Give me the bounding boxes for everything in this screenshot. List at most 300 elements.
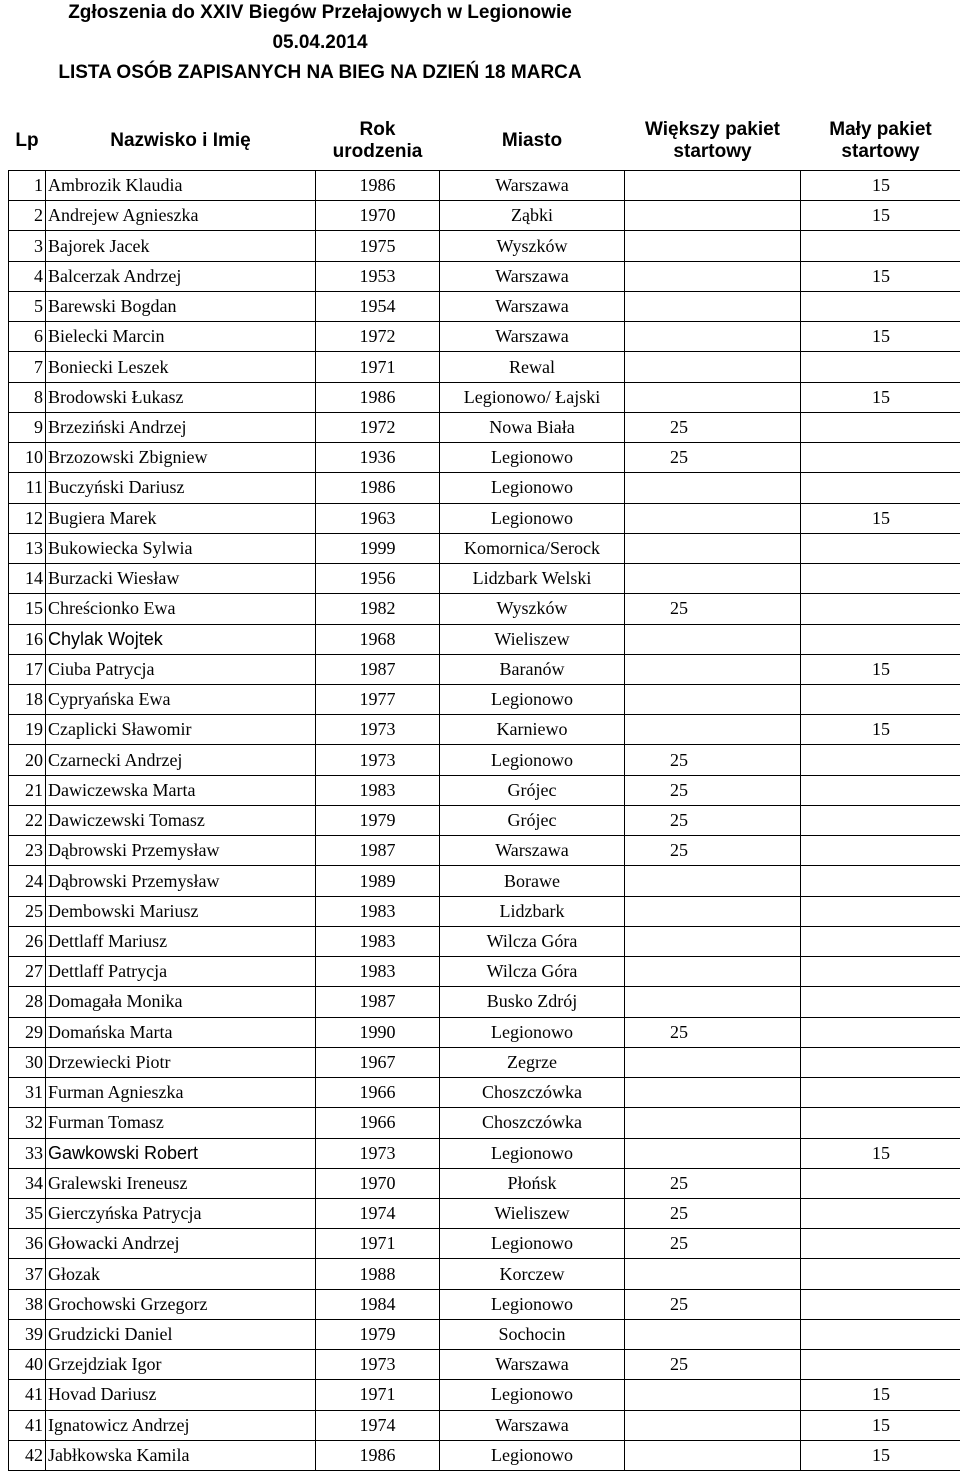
cell-name: Bugiera Marek [46, 503, 316, 533]
table-row [9, 564, 960, 594]
cell-city: Grójec [440, 805, 625, 835]
cell-name: Domagała Monika [46, 987, 316, 1017]
cell-small: 15 [801, 382, 960, 412]
cell-name: Bukowiecka Sylwia [46, 533, 316, 563]
cell-name: Domańska Marta [46, 1017, 316, 1047]
cell-big: 25 [625, 1350, 801, 1380]
cell-year: 1987 [316, 987, 440, 1017]
cell-lp: 1 [9, 171, 46, 201]
cell-lp: 13 [9, 533, 46, 563]
table-row [9, 987, 960, 1017]
cell-name: Jabłkowska Kamila [46, 1440, 316, 1470]
table-row [9, 1380, 960, 1410]
cell-name: Dąbrowski Przemysław [46, 836, 316, 866]
cell-name: Chylak Wojtek [46, 624, 316, 654]
table-body [9, 171, 960, 1471]
cell-name: Chreścionko Ewa [46, 594, 316, 624]
cell-name: Głozak [46, 1259, 316, 1289]
cell-big [625, 1259, 801, 1289]
cell-lp: 10 [9, 443, 46, 473]
cell-big: 25 [625, 1017, 801, 1047]
cell-year: 1953 [316, 261, 440, 291]
cell-small [801, 1047, 960, 1077]
cell-city: Legionowo [440, 443, 625, 473]
cell-city: Wilcza Góra [440, 926, 625, 956]
cell-lp: 36 [9, 1229, 46, 1259]
cell-big [625, 1108, 801, 1138]
cell-name: Bielecki Marcin [46, 322, 316, 352]
cell-big [625, 382, 801, 412]
cell-small: 15 [801, 322, 960, 352]
table-row [9, 1410, 960, 1440]
cell-big: 25 [625, 1289, 801, 1319]
table-row [9, 1108, 960, 1138]
cell-year: 1982 [316, 594, 440, 624]
cell-lp: 26 [9, 926, 46, 956]
table-row [9, 261, 960, 291]
cell-big [625, 957, 801, 987]
col-header-big-line2: startowy [673, 141, 751, 162]
cell-lp: 15 [9, 594, 46, 624]
table-row [9, 715, 960, 745]
cell-city: Legionowo [440, 1380, 625, 1410]
cell-small [801, 1108, 960, 1138]
cell-lp: 9 [9, 412, 46, 442]
cell-big [625, 1047, 801, 1077]
cell-small: 15 [801, 1138, 960, 1168]
table-row [9, 866, 960, 896]
cell-big [625, 1319, 801, 1349]
table-row [9, 171, 960, 201]
cell-lp: 2 [9, 201, 46, 231]
cell-name: Dettlaff Mariusz [46, 926, 316, 956]
cell-year: 1983 [316, 957, 440, 987]
list-subtitle: LISTA OSÓB ZAPISANYCH NA BIEG NA DZIEŃ 18 MARCA [0, 62, 640, 84]
cell-city: Warszawa [440, 322, 625, 352]
cell-name: Furman Tomasz [46, 1108, 316, 1138]
cell-year: 1970 [316, 1168, 440, 1198]
cell-big: 25 [625, 1168, 801, 1198]
cell-lp: 22 [9, 805, 46, 835]
cell-small: 15 [801, 715, 960, 745]
table-row [9, 926, 960, 956]
cell-lp: 32 [9, 1108, 46, 1138]
table-row [9, 1229, 960, 1259]
table-row [9, 805, 960, 835]
cell-year: 1963 [316, 503, 440, 533]
cell-big [625, 1138, 801, 1168]
cell-big [625, 322, 801, 352]
cell-name: Brodowski Łukasz [46, 382, 316, 412]
cell-big: 25 [625, 1229, 801, 1259]
col-header-lp-label: Lp [15, 130, 38, 151]
cell-name: Hovad Dariusz [46, 1380, 316, 1410]
cell-city: Choszczówka [440, 1078, 625, 1108]
cell-city: Komornica/Serock [440, 533, 625, 563]
cell-year: 1956 [316, 564, 440, 594]
table-row [9, 352, 960, 382]
cell-year: 1975 [316, 231, 440, 261]
cell-year: 1973 [316, 715, 440, 745]
cell-year: 1970 [316, 201, 440, 231]
cell-city: Warszawa [440, 836, 625, 866]
table-row [9, 412, 960, 442]
cell-city: Warszawa [440, 1410, 625, 1440]
cell-lp: 12 [9, 503, 46, 533]
cell-lp: 33 [9, 1138, 46, 1168]
cell-lp: 39 [9, 1319, 46, 1349]
cell-name: Balcerzak Andrzej [46, 261, 316, 291]
cell-city: Płońsk [440, 1168, 625, 1198]
cell-year: 1967 [316, 1047, 440, 1077]
cell-city: Ząbki [440, 201, 625, 231]
cell-name: Burzacki Wiesław [46, 564, 316, 594]
cell-year: 1971 [316, 1380, 440, 1410]
table-row [9, 654, 960, 684]
cell-city: Korczew [440, 1259, 625, 1289]
cell-name: Drzewiecki Piotr [46, 1047, 316, 1077]
cell-name: Gierczyńska Patrycja [46, 1198, 316, 1228]
table-row [9, 1047, 960, 1077]
cell-lp: 20 [9, 745, 46, 775]
cell-city: Wieliszew [440, 1198, 625, 1228]
cell-name: Furman Agnieszka [46, 1078, 316, 1108]
cell-city: Karniewo [440, 715, 625, 745]
cell-lp: 21 [9, 775, 46, 805]
cell-name: Dawiczewska Marta [46, 775, 316, 805]
cell-city: Warszawa [440, 291, 625, 321]
table-row [9, 322, 960, 352]
cell-name: Ambrozik Klaudia [46, 171, 316, 201]
cell-year: 1988 [316, 1259, 440, 1289]
cell-year: 1984 [316, 1289, 440, 1319]
table-row [9, 443, 960, 473]
cell-year: 1973 [316, 1138, 440, 1168]
cell-small [801, 564, 960, 594]
cell-city: Warszawa [440, 261, 625, 291]
cell-year: 1954 [316, 291, 440, 321]
cell-year: 1989 [316, 866, 440, 896]
cell-year: 1990 [316, 1017, 440, 1047]
cell-name: Gawkowski Robert [46, 1138, 316, 1168]
cell-big [625, 1410, 801, 1440]
cell-small: 15 [801, 171, 960, 201]
cell-name: Brzeziński Andrzej [46, 412, 316, 442]
cell-year: 1999 [316, 533, 440, 563]
cell-year: 1986 [316, 171, 440, 201]
cell-name: Dembowski Mariusz [46, 896, 316, 926]
cell-big [625, 261, 801, 291]
cell-city: Legionowo [440, 1017, 625, 1047]
cell-lp: 25 [9, 896, 46, 926]
cell-city: Legionowo [440, 684, 625, 714]
cell-big [625, 352, 801, 382]
cell-lp: 30 [9, 1047, 46, 1077]
col-header-year-line2: urodzenia [333, 141, 423, 162]
cell-small: 15 [801, 654, 960, 684]
cell-name: Grzejdziak Igor [46, 1350, 316, 1380]
cell-year: 1979 [316, 1319, 440, 1349]
cell-small [801, 231, 960, 261]
cell-small [801, 1350, 960, 1380]
cell-city: Legionowo [440, 1138, 625, 1168]
cell-big [625, 1078, 801, 1108]
cell-name: Czarnecki Andrzej [46, 745, 316, 775]
cell-city: Rewal [440, 352, 625, 382]
cell-small [801, 957, 960, 987]
cell-lp: 35 [9, 1198, 46, 1228]
cell-city: Legionowo [440, 1229, 625, 1259]
table-row [9, 231, 960, 261]
table-row [9, 1168, 960, 1198]
table-row [9, 896, 960, 926]
table-row [9, 594, 960, 624]
cell-name: Andrejew Agnieszka [46, 201, 316, 231]
cell-lp: 19 [9, 715, 46, 745]
cell-city: Nowa Biała [440, 412, 625, 442]
cell-name: Boniecki Leszek [46, 352, 316, 382]
cell-year: 1972 [316, 322, 440, 352]
cell-small [801, 291, 960, 321]
cell-big [625, 987, 801, 1017]
cell-small [801, 1229, 960, 1259]
cell-name: Buczyński Dariusz [46, 473, 316, 503]
cell-big [625, 564, 801, 594]
cell-small [801, 866, 960, 896]
table-row [9, 503, 960, 533]
cell-year: 1986 [316, 1440, 440, 1470]
cell-small [801, 836, 960, 866]
cell-big: 25 [625, 594, 801, 624]
table-row [9, 201, 960, 231]
cell-name: Grudzicki Daniel [46, 1319, 316, 1349]
table-row [9, 745, 960, 775]
cell-lp: 42 [9, 1440, 46, 1470]
table-row [9, 1078, 960, 1108]
cell-year: 1974 [316, 1198, 440, 1228]
cell-year: 1971 [316, 352, 440, 382]
cell-big [625, 533, 801, 563]
cell-year: 1971 [316, 1229, 440, 1259]
cell-small [801, 594, 960, 624]
cell-lp: 28 [9, 987, 46, 1017]
cell-small: 15 [801, 1380, 960, 1410]
cell-city: Choszczówka [440, 1108, 625, 1138]
table-row [9, 1319, 960, 1349]
cell-name: Bajorek Jacek [46, 231, 316, 261]
cell-lp: 3 [9, 231, 46, 261]
cell-lp: 6 [9, 322, 46, 352]
cell-small [801, 987, 960, 1017]
table-row [9, 1289, 960, 1319]
cell-name: Cypryańska Ewa [46, 684, 316, 714]
cell-big [625, 896, 801, 926]
cell-lp: 41 [9, 1410, 46, 1440]
cell-small [801, 443, 960, 473]
cell-city: Borawe [440, 866, 625, 896]
cell-name: Gralewski Ireneusz [46, 1168, 316, 1198]
cell-small [801, 1078, 960, 1108]
cell-year: 1983 [316, 775, 440, 805]
cell-city: Legionowo [440, 1289, 625, 1319]
cell-city: Wyszków [440, 231, 625, 261]
event-date: 05.04.2014 [0, 32, 640, 54]
cell-big: 25 [625, 805, 801, 835]
cell-year: 1987 [316, 836, 440, 866]
cell-year: 1966 [316, 1078, 440, 1108]
table-row [9, 624, 960, 654]
cell-year: 1974 [316, 1410, 440, 1440]
cell-small [801, 1017, 960, 1047]
cell-city: Warszawa [440, 1350, 625, 1380]
cell-lp: 31 [9, 1078, 46, 1108]
col-header-small-line1: Mały pakiet [829, 119, 931, 140]
cell-small [801, 1289, 960, 1319]
table-row [9, 1138, 960, 1168]
registration-table [8, 112, 960, 1471]
table-row [9, 684, 960, 714]
cell-year: 1968 [316, 624, 440, 654]
cell-small: 15 [801, 201, 960, 231]
cell-name: Grochowski Grzegorz [46, 1289, 316, 1319]
cell-small [801, 533, 960, 563]
cell-name: Czaplicki Sławomir [46, 715, 316, 745]
cell-lp: 14 [9, 564, 46, 594]
table-row [9, 382, 960, 412]
cell-big [625, 201, 801, 231]
col-header-lp [9, 112, 46, 171]
cell-year: 1972 [316, 412, 440, 442]
cell-big [625, 715, 801, 745]
cell-big: 25 [625, 1198, 801, 1228]
cell-city: Wilcza Góra [440, 957, 625, 987]
cell-year: 1973 [316, 1350, 440, 1380]
cell-big: 25 [625, 443, 801, 473]
cell-small [801, 896, 960, 926]
cell-small [801, 412, 960, 442]
cell-lp: 37 [9, 1259, 46, 1289]
cell-year: 1973 [316, 745, 440, 775]
cell-big [625, 1440, 801, 1470]
table-row [9, 1017, 960, 1047]
table-row [9, 533, 960, 563]
cell-year: 1986 [316, 473, 440, 503]
cell-lp: 18 [9, 684, 46, 714]
cell-city: Lidzbark [440, 896, 625, 926]
cell-lp: 29 [9, 1017, 46, 1047]
cell-name: Dąbrowski Przemysław [46, 866, 316, 896]
cell-small [801, 684, 960, 714]
cell-small [801, 775, 960, 805]
col-header-big-package [625, 112, 801, 171]
cell-year: 1979 [316, 805, 440, 835]
cell-big [625, 231, 801, 261]
cell-name: Dettlaff Patrycja [46, 957, 316, 987]
cell-year: 1977 [316, 684, 440, 714]
cell-small [801, 1319, 960, 1349]
cell-small [801, 745, 960, 775]
cell-small [801, 624, 960, 654]
col-header-small-package [801, 112, 960, 171]
cell-big [625, 926, 801, 956]
cell-lp: 17 [9, 654, 46, 684]
cell-city: Legionowo [440, 503, 625, 533]
cell-lp: 8 [9, 382, 46, 412]
cell-name: Brzozowski Zbigniew [46, 443, 316, 473]
col-header-city [440, 112, 625, 171]
cell-year: 1987 [316, 654, 440, 684]
cell-big [625, 291, 801, 321]
cell-big: 25 [625, 836, 801, 866]
table-row [9, 1440, 960, 1470]
cell-small [801, 1168, 960, 1198]
col-header-small-line2: startowy [841, 141, 919, 162]
cell-year: 1966 [316, 1108, 440, 1138]
cell-name: Barewski Bogdan [46, 291, 316, 321]
table-row [9, 1259, 960, 1289]
cell-year: 1986 [316, 382, 440, 412]
cell-big [625, 654, 801, 684]
cell-lp: 27 [9, 957, 46, 987]
cell-year: 1983 [316, 896, 440, 926]
cell-small [801, 1259, 960, 1289]
cell-name: Głowacki Andrzej [46, 1229, 316, 1259]
col-header-city-label: Miasto [502, 130, 562, 151]
cell-lp: 23 [9, 836, 46, 866]
cell-big [625, 684, 801, 714]
cell-lp: 41 [9, 1380, 46, 1410]
cell-lp: 7 [9, 352, 46, 382]
cell-city: Lidzbark Welski [440, 564, 625, 594]
cell-city: Legionowo [440, 1440, 625, 1470]
cell-big [625, 503, 801, 533]
cell-lp: 5 [9, 291, 46, 321]
col-header-big-line1: Większy pakiet [645, 119, 780, 140]
cell-small [801, 1198, 960, 1228]
col-header-name [46, 112, 316, 171]
table-row [9, 836, 960, 866]
cell-lp: 34 [9, 1168, 46, 1198]
cell-big: 25 [625, 745, 801, 775]
cell-lp: 16 [9, 624, 46, 654]
cell-lp: 38 [9, 1289, 46, 1319]
cell-small [801, 473, 960, 503]
cell-year: 1936 [316, 443, 440, 473]
cell-name: Dawiczewski Tomasz [46, 805, 316, 835]
cell-big [625, 171, 801, 201]
cell-big [625, 473, 801, 503]
cell-small: 15 [801, 503, 960, 533]
cell-big [625, 624, 801, 654]
cell-name: Ciuba Patrycja [46, 654, 316, 684]
cell-city: Zegrze [440, 1047, 625, 1077]
cell-small [801, 926, 960, 956]
table-row [9, 473, 960, 503]
cell-small [801, 352, 960, 382]
cell-year: 1983 [316, 926, 440, 956]
cell-big: 25 [625, 775, 801, 805]
cell-lp: 4 [9, 261, 46, 291]
col-header-name-label: Nazwisko i Imię [110, 130, 250, 151]
cell-city: Legionowo/ Łajski [440, 382, 625, 412]
cell-small: 15 [801, 1410, 960, 1440]
document-title: Zgłoszenia do XXIV Biegów Przełajowych w Legionowie [0, 2, 640, 24]
cell-city: Busko Zdrój [440, 987, 625, 1017]
cell-city: Sochocin [440, 1319, 625, 1349]
cell-city: Grójec [440, 775, 625, 805]
col-header-year [316, 112, 440, 171]
cell-lp: 40 [9, 1350, 46, 1380]
